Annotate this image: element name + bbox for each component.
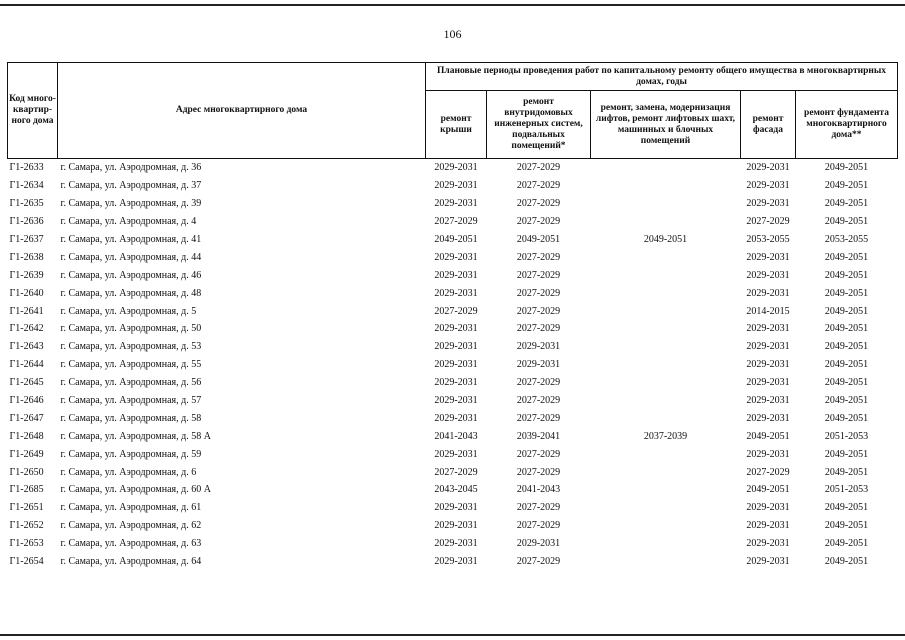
row-code: Г1-2640	[9, 287, 44, 299]
row-roof: 2029-2031	[434, 502, 478, 514]
row-address: г. Самара, ул. Аэродромная, д. 37	[60, 180, 202, 192]
row-foundation: 2049-2051	[824, 251, 869, 263]
row-foundation: 2049-2051	[824, 198, 869, 210]
row-address: г. Самара, ул. Аэродромная, д. 50	[60, 323, 202, 335]
row-roof: 2029-2031	[434, 251, 478, 263]
row-systems: 2027-2029	[516, 162, 561, 174]
row-foundation: 2049-2051	[824, 359, 869, 371]
repair-schedule-table	[7, 62, 898, 570]
row-elevators	[591, 320, 741, 338]
row-code: Г1-2651	[9, 502, 44, 514]
row-foundation: 2053-2055	[824, 234, 869, 245]
row-code: Г1-2653	[9, 538, 44, 550]
row-foundation: 2051-2053	[824, 484, 869, 496]
row-systems: 2027-2029	[516, 269, 561, 281]
row-elevators	[591, 284, 741, 302]
row-roof: 2049-2051	[434, 234, 478, 245]
row-elevators	[591, 356, 741, 374]
row-foundation: 2049-2051	[824, 466, 869, 478]
row-code: Г1-2647	[9, 412, 44, 424]
row-systems: 2027-2029	[516, 377, 561, 389]
row-code: Г1-2643	[9, 341, 44, 353]
row-elevators	[591, 481, 741, 499]
row-roof: 2029-2031	[434, 180, 478, 192]
row-systems: 2027-2029	[516, 520, 561, 532]
row-roof: 2029-2031	[434, 395, 478, 407]
row-code: Г1-2654	[9, 556, 44, 568]
row-code: Г1-2636	[9, 216, 44, 228]
row-code: Г1-2641	[9, 305, 44, 317]
row-foundation: 2049-2051	[824, 180, 869, 192]
row-address: г. Самара, ул. Аэродромная, д. 58 А	[60, 430, 211, 442]
row-roof: 2027-2029	[434, 216, 478, 228]
header-periods: Плановые периоды проведения работ по капитальному ремонту общего имущества в многоквартирных домах, годы	[426, 63, 898, 91]
row-facade: 2027-2029	[746, 216, 790, 228]
row-foundation: 2049-2051	[824, 269, 869, 281]
row-roof: 2029-2031	[434, 323, 478, 335]
row-address: г. Самара, ул. Аэродромная, д. 5	[60, 305, 197, 317]
row-systems: 2041-2043	[516, 484, 561, 496]
row-facade: 2029-2031	[746, 180, 790, 192]
row-foundation: 2049-2051	[824, 502, 869, 514]
header-code: Код много-квартир-ного дома	[8, 63, 58, 159]
row-roof: 2029-2031	[434, 162, 478, 174]
row-code: Г1-2652	[9, 520, 44, 532]
header-roof: ремонт крыши	[426, 91, 487, 159]
table-row	[8, 320, 898, 338]
row-facade: 2029-2031	[746, 412, 790, 424]
row-systems: 2029-2031	[516, 538, 561, 550]
row-systems: 2027-2029	[516, 305, 561, 317]
row-roof: 2027-2029	[434, 466, 478, 478]
row-roof: 2029-2031	[434, 520, 478, 532]
table-row	[8, 338, 898, 356]
row-address: г. Самара, ул. Аэродромная, д. 48	[60, 287, 202, 299]
row-systems: 2027-2029	[516, 251, 561, 263]
row-foundation: 2049-2051	[824, 216, 869, 228]
row-elevators	[591, 374, 741, 392]
table-row	[8, 374, 898, 392]
row-elevators	[591, 159, 741, 177]
row-address: г. Самара, ул. Аэродромная, д. 60 А	[60, 484, 211, 496]
row-foundation: 2049-2051	[824, 323, 869, 335]
row-systems: 2027-2029	[516, 323, 561, 335]
row-facade: 2029-2031	[746, 448, 790, 460]
row-elevators	[591, 499, 741, 517]
row-roof: 2029-2031	[434, 377, 478, 389]
row-systems: 2027-2029	[516, 198, 561, 210]
row-address: г. Самара, ул. Аэродромная, д. 46	[60, 269, 202, 281]
header-elevators: ремонт, замена, модернизация лифтов, ремонт лифтовых шахт, машинных и блочных помещений	[591, 91, 741, 159]
table-row	[8, 213, 898, 231]
row-foundation: 2049-2051	[824, 395, 869, 407]
row-code: Г1-2633	[9, 162, 44, 174]
row-address: г. Самара, ул. Аэродромная, д. 58	[60, 412, 202, 424]
table-row	[8, 499, 898, 517]
row-systems: 2027-2029	[516, 502, 561, 514]
row-facade: 2049-2051	[746, 484, 790, 496]
row-systems: 2029-2031	[516, 341, 561, 353]
row-systems: 2027-2029	[516, 412, 561, 424]
row-address: г. Самара, ул. Аэродромная, д. 55	[60, 359, 202, 371]
row-roof: 2029-2031	[434, 198, 478, 210]
header-foundation: ремонт фундамента многоквартирного дома**	[796, 91, 898, 159]
row-systems: 2027-2029	[516, 216, 561, 228]
row-address: г. Самара, ул. Аэродромная, д. 44	[60, 251, 202, 263]
row-facade: 2029-2031	[746, 520, 790, 532]
row-address: г. Самара, ул. Аэродромная, д. 63	[60, 538, 202, 550]
row-code: Г1-2648	[9, 430, 44, 442]
row-code: Г1-2638	[9, 251, 44, 263]
row-roof: 2029-2031	[434, 341, 478, 353]
table-row	[8, 195, 898, 213]
row-facade: 2029-2031	[746, 359, 790, 371]
row-elevators	[591, 248, 741, 266]
row-systems: 2027-2029	[516, 395, 561, 407]
row-elevators	[591, 517, 741, 535]
row-elevators	[591, 338, 741, 356]
row-facade: 2053-2055	[746, 234, 790, 245]
row-roof: 2041-2043	[434, 430, 478, 442]
row-facade: 2029-2031	[746, 323, 790, 335]
row-address: г. Самара, ул. Аэродромная, д. 64	[60, 556, 202, 568]
row-roof: 2029-2031	[434, 448, 478, 460]
row-address: г. Самара, ул. Аэродромная, д. 36	[60, 162, 202, 174]
row-address: г. Самара, ул. Аэродромная, д. 57	[60, 395, 202, 407]
top-border-line	[0, 4, 905, 6]
header-facade: ремонт фасада	[741, 91, 796, 159]
row-facade: 2029-2031	[746, 502, 790, 514]
row-elevators	[591, 213, 741, 231]
row-code: Г1-2649	[9, 448, 44, 460]
table-row	[8, 356, 898, 374]
row-address: г. Самара, ул. Аэродромная, д. 53	[60, 341, 202, 353]
row-foundation: 2049-2051	[824, 448, 869, 460]
row-elevators	[591, 302, 741, 320]
row-facade: 2029-2031	[746, 538, 790, 550]
table-row	[8, 409, 898, 427]
row-foundation: 2049-2051	[824, 162, 869, 174]
table-row	[8, 392, 898, 410]
row-foundation: 2049-2051	[824, 412, 869, 424]
table-row	[8, 427, 898, 445]
row-elevators	[591, 445, 741, 463]
row-code: Г1-2645	[9, 377, 44, 389]
page-number: 106	[443, 27, 462, 41]
header-systems: ремонт внутридомовых инженерных систем, подвальных помещений*	[487, 91, 591, 159]
row-address: г. Самара, ул. Аэродромная, д. 61	[60, 502, 202, 514]
row-systems: 2027-2029	[516, 287, 561, 299]
row-systems: 2039-2041	[516, 430, 561, 442]
row-address: г. Самара, ул. Аэродромная, д. 4	[60, 216, 197, 228]
row-foundation: 2049-2051	[824, 287, 869, 299]
row-roof: 2043-2045	[434, 484, 478, 496]
table-row	[8, 231, 898, 249]
row-systems: 2027-2029	[516, 180, 561, 192]
row-facade: 2029-2031	[746, 395, 790, 407]
row-elevators: 2037-2039	[643, 430, 688, 442]
row-roof: 2027-2029	[434, 305, 478, 317]
row-facade: 2029-2031	[746, 341, 790, 353]
row-elevators	[591, 409, 741, 427]
row-elevators	[591, 553, 741, 571]
row-facade: 2029-2031	[746, 162, 790, 174]
row-elevators	[591, 392, 741, 410]
row-foundation: 2049-2051	[824, 556, 869, 568]
row-code: Г1-2639	[9, 269, 44, 281]
row-facade: 2027-2029	[746, 466, 790, 478]
row-code: Г1-2637	[9, 234, 44, 245]
table-row	[8, 248, 898, 266]
row-facade: 2029-2031	[746, 251, 790, 263]
table-row	[8, 302, 898, 320]
row-foundation: 2049-2051	[824, 538, 869, 550]
row-code: Г1-2642	[9, 323, 44, 335]
row-code: Г1-2646	[9, 395, 44, 407]
table-row	[8, 463, 898, 481]
row-systems: 2027-2029	[516, 448, 561, 460]
table-row	[8, 553, 898, 571]
row-elevators	[591, 266, 741, 284]
row-facade: 2029-2031	[746, 198, 790, 210]
row-facade: 2029-2031	[746, 377, 790, 389]
row-code: Г1-2685	[9, 484, 44, 496]
row-roof: 2029-2031	[434, 412, 478, 424]
row-systems: 2027-2029	[516, 556, 561, 568]
row-elevators	[591, 535, 741, 553]
row-facade: 2014-2015	[746, 305, 790, 317]
row-roof: 2029-2031	[434, 287, 478, 299]
row-elevators	[591, 177, 741, 195]
row-code: Г1-2644	[9, 359, 44, 371]
row-foundation: 2049-2051	[824, 341, 869, 353]
bottom-border-line	[0, 634, 905, 636]
table-body	[8, 159, 898, 571]
table-row	[8, 535, 898, 553]
row-facade: 2029-2031	[746, 269, 790, 281]
row-facade: 2029-2031	[746, 556, 790, 568]
row-address: г. Самара, ул. Аэродромная, д. 39	[60, 198, 202, 210]
row-elevators	[591, 463, 741, 481]
row-code: Г1-2634	[9, 180, 44, 192]
row-elevators	[591, 195, 741, 213]
table-row	[8, 284, 898, 302]
row-systems: 2029-2031	[516, 359, 561, 371]
row-systems: 2049-2051	[516, 234, 561, 245]
table-row	[8, 159, 898, 177]
row-code: Г1-2635	[9, 198, 44, 210]
table-row	[8, 445, 898, 463]
header-address: Адрес многоквартирного дома	[58, 63, 426, 159]
row-foundation: 2049-2051	[824, 305, 869, 317]
row-roof: 2029-2031	[434, 269, 478, 281]
row-roof: 2029-2031	[434, 359, 478, 371]
row-roof: 2029-2031	[434, 556, 478, 568]
row-address: г. Самара, ул. Аэродромная, д. 6	[60, 466, 197, 478]
table-row	[8, 266, 898, 284]
row-foundation: 2049-2051	[824, 520, 869, 532]
table-row	[8, 481, 898, 499]
row-address: г. Самара, ул. Аэродромная, д. 59	[60, 448, 202, 460]
row-facade: 2029-2031	[746, 287, 790, 299]
row-address: г. Самара, ул. Аэродромная, д. 62	[60, 520, 202, 532]
row-address: г. Самара, ул. Аэродромная, д. 56	[60, 377, 202, 389]
row-systems: 2027-2029	[516, 466, 561, 478]
row-foundation: 2051-2053	[824, 430, 869, 442]
row-foundation: 2049-2051	[824, 377, 869, 389]
row-elevators: 2049-2051	[643, 234, 688, 245]
row-facade: 2049-2051	[746, 430, 790, 442]
row-address: г. Самара, ул. Аэродромная, д. 41	[60, 234, 202, 245]
row-code: Г1-2650	[9, 466, 44, 478]
table-row	[8, 177, 898, 195]
row-roof: 2029-2031	[434, 538, 478, 550]
table-row	[8, 517, 898, 535]
